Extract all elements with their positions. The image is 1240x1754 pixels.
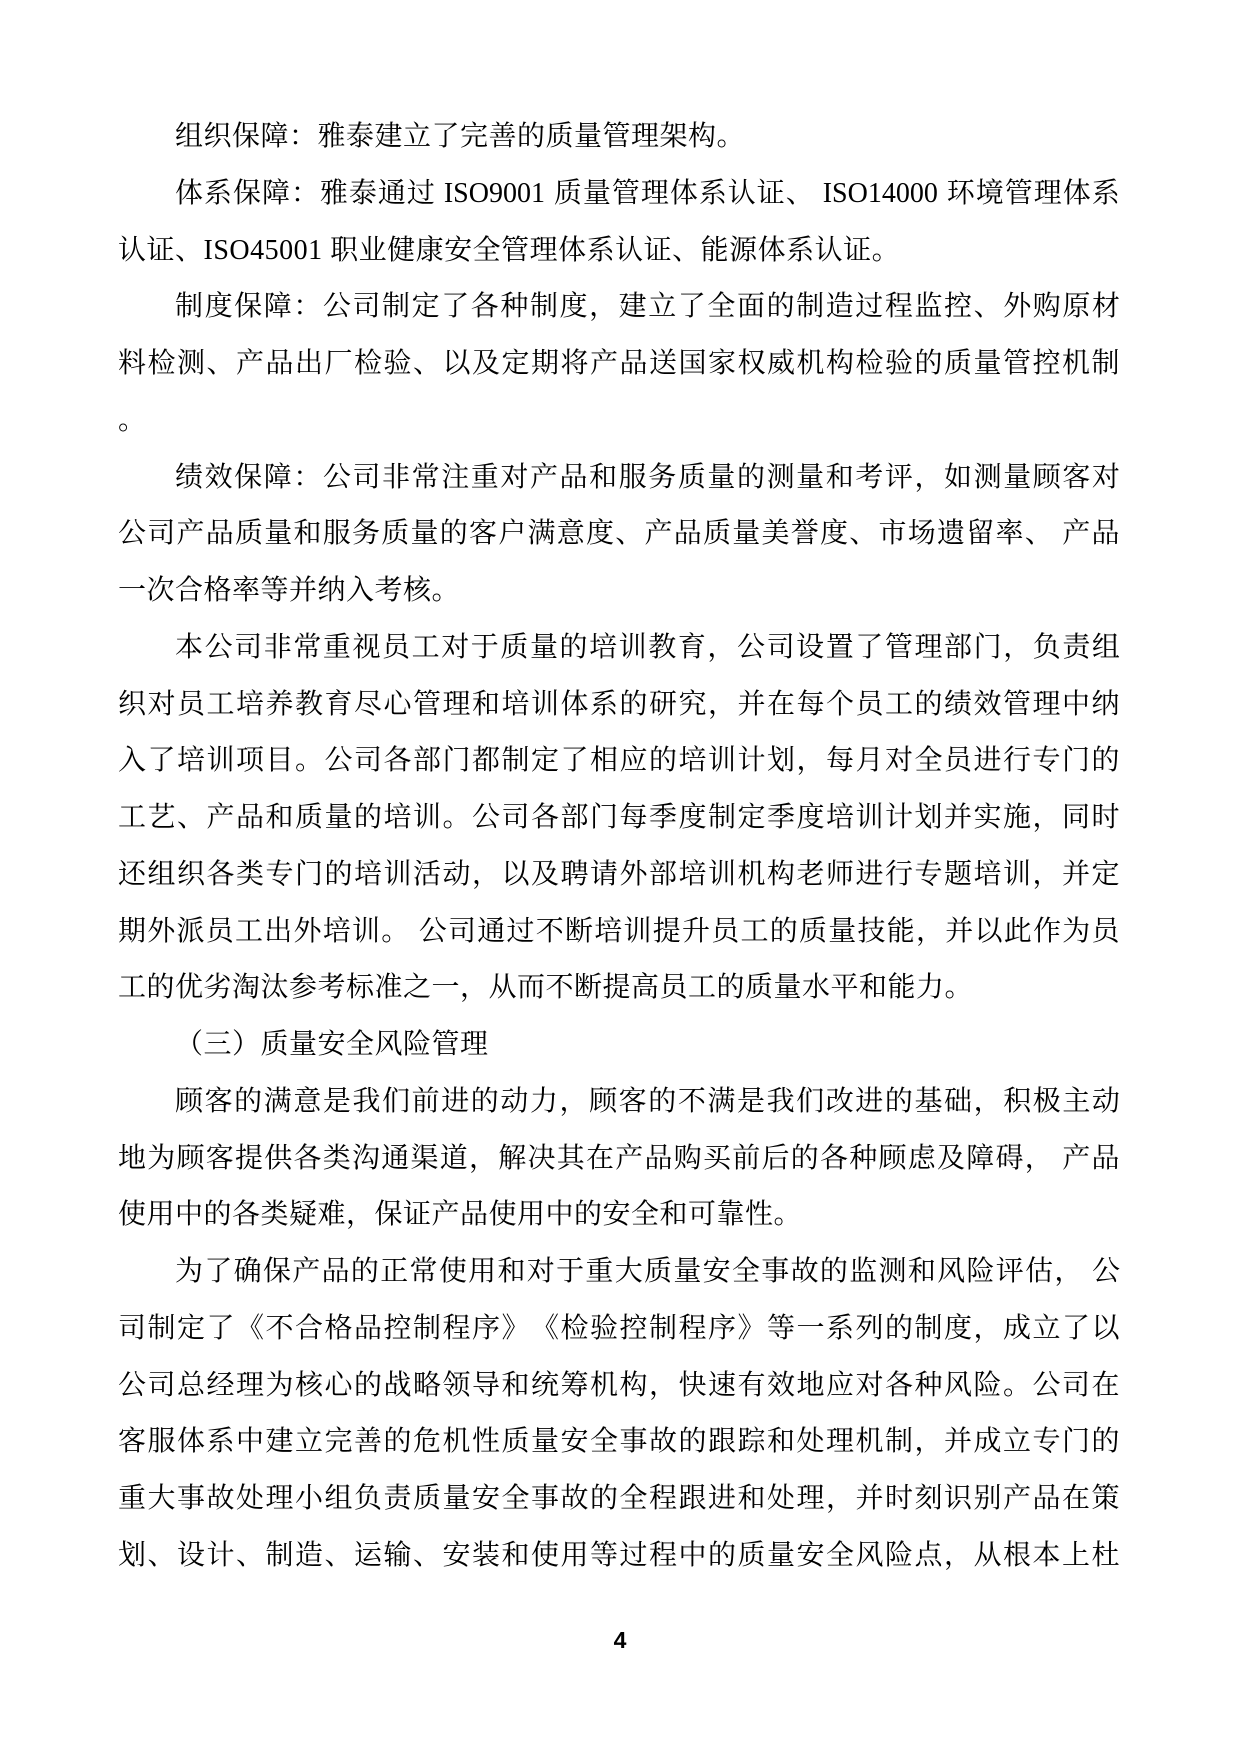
text-line: 使用中的各类疑难，保证产品使用中的安全和可靠性。 <box>118 1199 803 1231</box>
text-line: 顾 客 的 满 意 是 我 们 前 进 的 动 力 ， 顾 客 的 不 满 是 我 们 改 进 的 基 础 ， 积 极 主 动 <box>175 1085 1120 1117</box>
text-line: 。 <box>118 404 147 436</box>
text-line: 制 度 保 障 ： 公 司 制 定 了 各 种 制 度 ， 建 立 了 全 面 的 制 造 过 程 监 控 、 外 购 原 材 <box>175 291 1120 323</box>
text-line: 划 、 设 计 、 制 造 、 运 输 、 安 装 和 使 用 等 过 程 中 的 质 量 安 全 风 险 点 ， 从 根 本 上 杜 <box>118 1539 1120 1571</box>
text-line: 绩 效 保 障 ： 公 司 非 常 注 重 对 产 品 和 服 务 质 量 的 测 量 和 考 评 ， 如 测 量 顾 客 对 <box>175 461 1120 493</box>
text-line: 组织保障：雅泰建立了完善的质量管理架构。 <box>175 121 746 152</box>
text-line: 认证、ISO45001 职业健康安全管理体系认证、能源体系认证。 <box>118 234 901 266</box>
text-line: 客 服 体 系 中 建 立 完 善 的 危 机 性 质 量 安 全 事 故 的 跟 踪 和 处 理 机 制 ， 并 成 立 专 门 的 <box>118 1426 1120 1458</box>
text-line: 地 为 顾 客 提 供 各 类 沟 通 渠 道 ， 解 决 其 在 产 品 购 买 前 后 的 各 种 顾 虑 及 障 碍 ， 产 品 <box>118 1142 1120 1174</box>
page-number: 4 <box>613 1627 627 1653</box>
text-line: 工 艺 、 产 品 和 质 量 的 培 训 。 公 司 各 部 门 每 季 度 制 定 季 度 培 训 计 划 并 实 施 ， 同 时 <box>118 802 1120 833</box>
text-line: 还 组 织 各 类 专 门 的 培 训 活 动 ， 以 及 聘 请 外 部 培 训 机 构 老 师 进 行 专 题 培 训 ， 并 定 <box>118 858 1120 890</box>
text-line: 公 司 总 经 理 为 核 心 的 战 略 领 导 和 统 筹 机 构 ， 快 速 有 效 地 应 对 各 种 风 险 。 公 司 在 <box>118 1369 1120 1401</box>
text-line: 重 大 事 故 处 理 小 组 负 责 质 量 安 全 事 故 的 全 程 跟 进 和 处 理 ， 并 时 刻 识 别 产 品 在 策 <box>118 1483 1120 1514</box>
text-line: 料 检 测 、 产 品 出 厂 检 验 、 以 及 定 期 将 产 品 送 国 家 权 威 机 构 检 验 的 质 量 管 控 机 制 <box>118 348 1120 379</box>
text-line: （三）质量安全风险管理 <box>175 1029 489 1060</box>
text-line: 公 司 产 品 质 量 和 服 务 质 量 的 客 户 满 意 度 、 产 品 质 量 美 誉 度 、 市 场 遗 留 率 、 产 品 <box>118 518 1120 550</box>
text-line: 本 公 司 非 常 重 视 员 工 对 于 质 量 的 培 训 教 育 ， 公 司 设 置 了 管 理 部 门 ， 负 责 组 <box>175 631 1120 663</box>
text-line: 为 了 确 保 产 品 的 正 常 使 用 和 对 于 重 大 质 量 安 全 事 故 的 监 测 和 风 险 评 估 ， 公 <box>175 1256 1120 1287</box>
text-line: 入 了 培 训 项 目 。 公 司 各 部 门 都 制 定 了 相 应 的 培 训 计 划 ， 每 月 对 全 员 进 行 专 门 的 <box>118 745 1120 777</box>
text-line: 工的优劣淘汰参考标准之一，从而不断提高员工的质量水平和能力。 <box>118 972 974 1004</box>
text-line: 期 外 派 员 工 出 外 培 训 。 公 司 通 过 不 断 培 训 提 升 员 工 的 质 量 技 能 ， 并 以 此 作 为 员 <box>118 915 1120 947</box>
text-line: 一次合格率等并纳入考核。 <box>118 575 461 606</box>
text-line: 司 制 定 了 《 不 合 格 品 控 制 程 序 》 《 检 验 控 制 程 序 》 等 一 系 列 的 制 度 ， 成 立 了 以 <box>118 1312 1120 1344</box>
text-line: 织 对 员 工 培 养 教 育 尽 心 管 理 和 培 训 体 系 的 研 究 ， 并 在 每 个 员 工 的 绩 效 管 理 中 纳 <box>118 688 1120 720</box>
document-body <box>118 109 1120 1585</box>
text-line: 体 系 保 障 ： 雅 泰 通 过 ISO9001 质 量 管 理 体 系 认 证 、 ISO14000 环 境 管 理 体 系 <box>175 177 1120 209</box>
